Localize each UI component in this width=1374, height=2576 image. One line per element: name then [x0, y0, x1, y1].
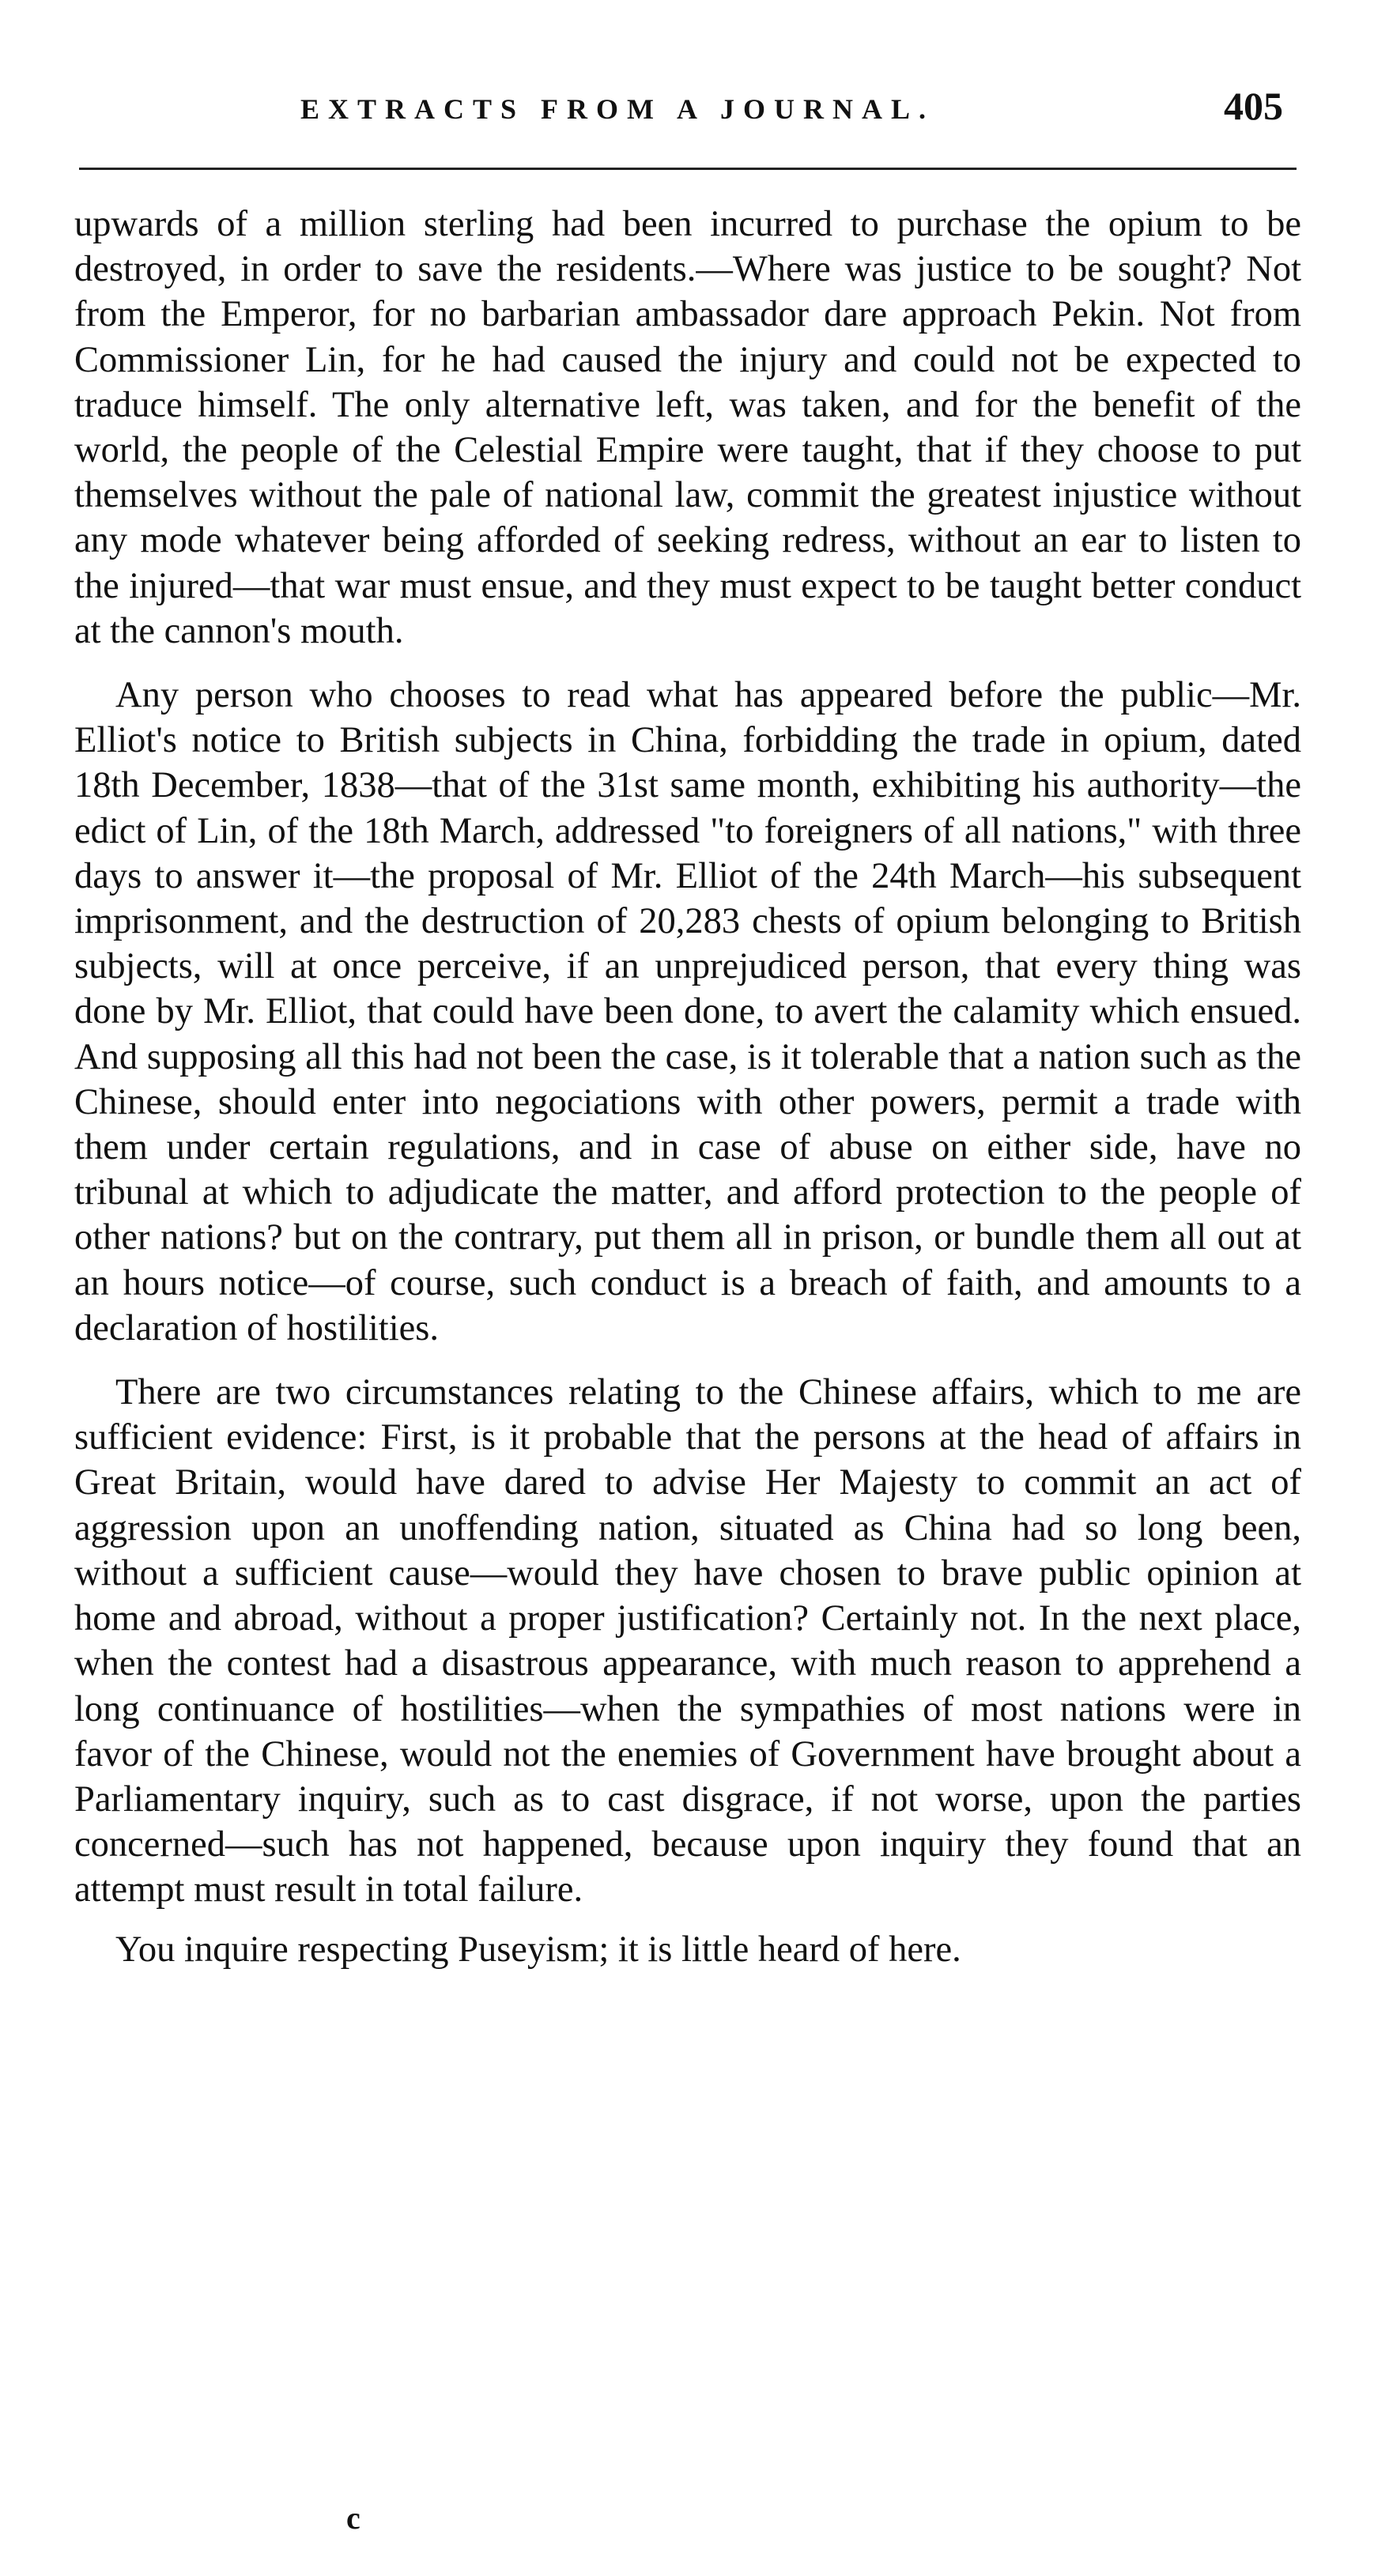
paragraph-3: There are two circumstances relating to the Chinese affairs, which to me are sufficient evidence: First, is it probable that the persons at the head of affairs in Great Britain, would have dared to advise Her Majesty to commit an act of aggression upon an unoffending nation, situated as China had so long been, without a sufficient cause—would they have chosen to brave public opinion at home and abroad, without a proper justification? Certainly not. In the next place, when the contest had a disastrous appearance, with much reason to apprehend a long continuance of hostilities—when the sympathies of most nations were in favor of the Chinese, would not the enemies of Government have brought about a Parliamentary inquiry, such as to cast disgrace, if not worse, upon the parties concerned—such has not happened, because upon inquiry they found that an attempt must result in total failure.: [74, 1372, 1301, 1910]
paragraph-2: Any person who chooses to read what has appeared before the public—Mr. Elliot's notice to British subjects in China, forbidding the trade in opium, dated 18th December, 1838—that of the 31st same month, exhibiting his authority—the edict of Lin, of the 18th March, addressed "to foreigners of all nations," with three days to answer it—the proposal of Mr. Elliot of the 24th March—his subsequent imprisonment, and the destruction of 20,283 chests of opium belonging to British subjects, will at once perceive, if an unprejudiced person, that every thing was done by Mr. Elliot, that could have been done, to avert the calamity which ensued. And supposing all this had not been the case, is it tolerable that a nation such as the Chinese, should enter into negociations with other powers, permit a trade with them under certain regulations, and in case of abuse on either side, have no tribunal at which to adjudicate the matter, and afford protection to the people of other nations? but on the contrary, put them all in prison, or bundle them all out at an hours notice—of course, such conduct is a breach of faith, and amounts to a declaration of hostilities.: [74, 675, 1301, 1348]
page-body: [74, 202, 1301, 1972]
paragraph-4: You inquire respecting Puseyism; it is little heard of here.: [115, 1929, 961, 1970]
signature-mark: c: [346, 2500, 360, 2536]
paragraph-1: upwards of a million sterling had been incurred to purchase the opium to be destroyed, in order to save the residents.—Where was justice to be sought? Not from the Emperor, for no barbarian ambassador dare approach Pekin. Not from Commissioner Lin, for he had caused the injury and could not be expected to traduce himself. The only alternative left, was taken, and for the benefit of the world, the people of the Celestial Empire were taught, that if they choose to put themselves without the pale of national law, commit the greatest injustice without any mode whatever being afforded of seeking redress, without an ear to listen to the injured—that war must ensue, and they must expect to be taught better conduct at the cannon's mouth.: [74, 204, 1301, 651]
running-title: EXTRACTS FROM A JOURNAL.: [300, 93, 935, 125]
running-head: [0, 84, 1374, 136]
page-number: 405: [1224, 84, 1283, 128]
header-rule: [79, 168, 1297, 170]
